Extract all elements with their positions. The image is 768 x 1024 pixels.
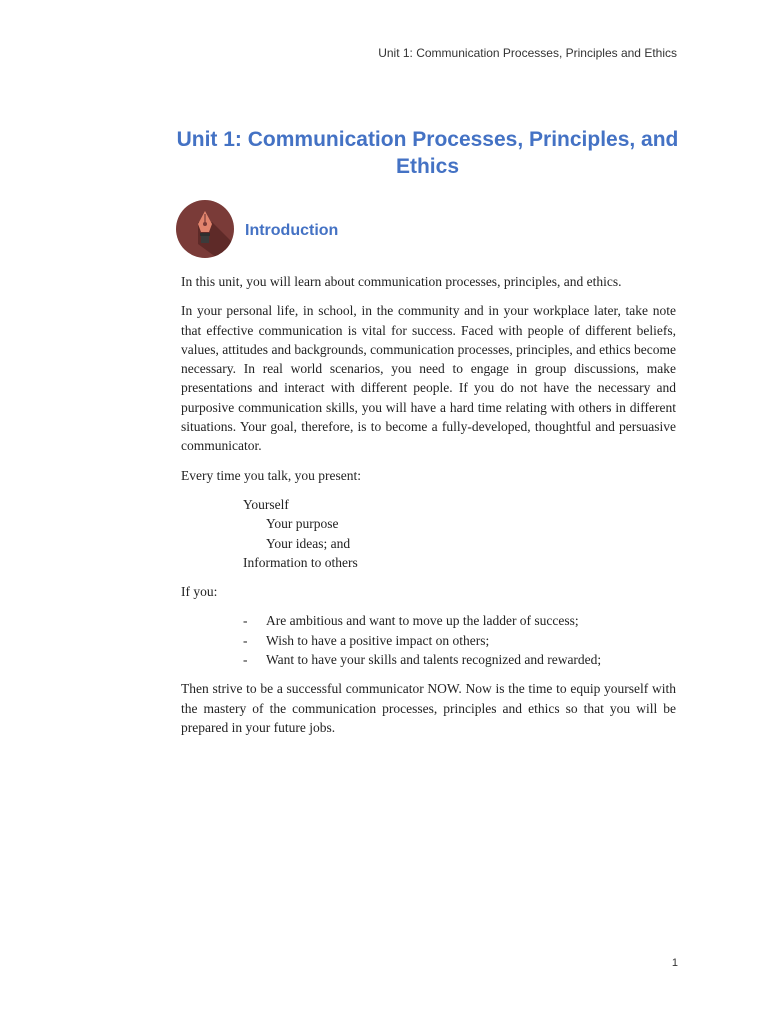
page-number: 1 (671, 957, 678, 969)
running-header: Unit 1: Communication Processes, Principles and Ethics (378, 46, 677, 60)
page-title: Unit 1: Communication Processes, Principles, and Ethics (176, 128, 679, 178)
if-list (181, 611, 676, 669)
list-item: Information to others (243, 554, 358, 570)
section-heading-introduction: Introduction (245, 222, 339, 239)
present-list (181, 495, 676, 572)
list-item: Your ideas; and (266, 535, 351, 551)
list-item: Your purpose (266, 516, 339, 532)
list-item-text: Are ambitious and want to move up the ladder of success; (266, 613, 579, 629)
list-item (181, 631, 676, 650)
list-dash: - (243, 652, 248, 668)
body-text (181, 272, 676, 747)
list-item-text: Wish to have a positive impact on others; (266, 632, 490, 648)
list-item (181, 650, 676, 669)
paragraph-then-strive: Then strive to be a successful communicator NOW. Now is the time to equip yourself with the mastery of the communication processes, principles and ethics so that you will be prepared in your future jobs. (181, 681, 676, 735)
paragraph-intro: In this unit, you will learn about communication processes, principles, and ethics. (181, 274, 622, 289)
list-item: Yourself (243, 496, 289, 512)
paragraph-every-time: Every time you talk, you present: (181, 467, 361, 483)
fountain-pen-icon (176, 200, 234, 258)
list-item-text: Want to have your skills and talents recognized and rewarded; (266, 652, 602, 668)
list-item (181, 611, 676, 630)
list-dash: - (243, 613, 248, 629)
paragraph-effective-communication: In your personal life, in school, in the community and in your workplace later, take note that effective communication is vital for success. Faced with people of different beliefs, values, attitudes and backgrounds, communication processes, principles, and ethics become necessary. In real world scenarios, you need to engage in group discussions, make presentations and interact with different people. If you do not have the necessary and purposive communication skills, you will have a hard time relating with others in different situations. Your goal, therefore, is to become a fully-developed, thoughtful and persuasive communicator. (181, 303, 676, 454)
paragraph-if-you: If you: (181, 584, 218, 600)
list-dash: - (243, 632, 248, 648)
